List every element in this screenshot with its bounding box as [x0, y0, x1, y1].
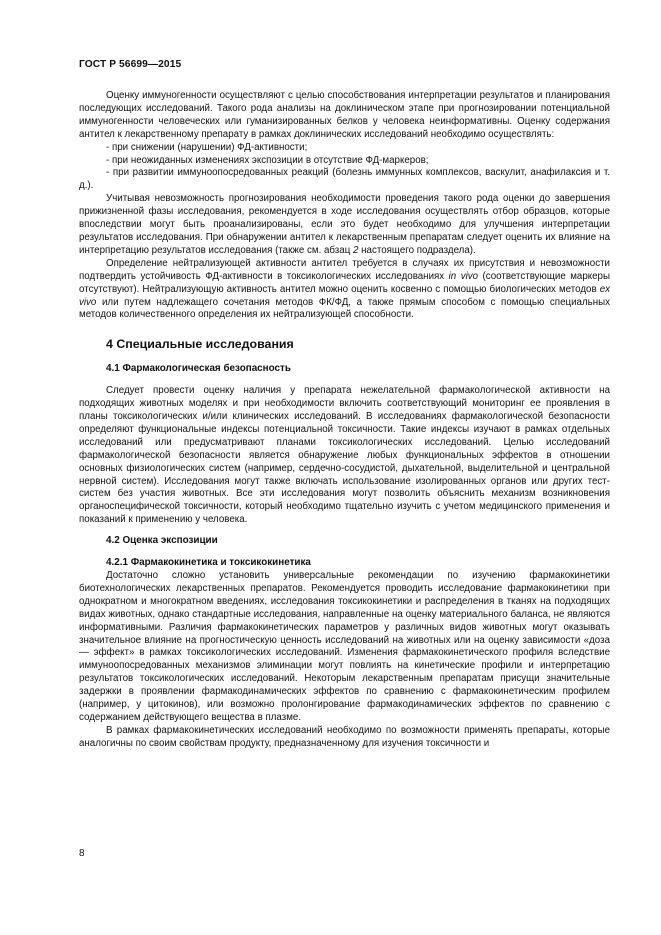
paragraph-pk: Достаточно сложно установить универсальные рекомендации по изучению фармакокинетики биотехнологических лекарственных препаратов. Рекомендуется проводить исследование фармакокинетики при однократном и многократном введениях, исследования токсикокинетики и распределения в тканях на подходящих видах животных, однако стандартные исследования, направленные на оценку материального баланса, не являются информативными. Различия фармакокинетических параметров у различных видов животных могут оказывать значительное влияние на прогностическую ценность исследований на животных или на оценку зависимости «доза — эффект» в рамках токсикологических исследований. Изменения фармакокинетического профиля вследствие иммуноопосредованных механизмов элиминации могут повлиять на кинетические профили и интерпретацию результатов токсикологических исследований. Некоторым лекарственным препаратам присущи значительные задержки в проявлении фармакодинамических эффектов по сравнению с фармакокинетическим профилем (например, у цитокинов), или возможно пролонгирование фармакодинамических эффектов по сравнению с содержанием действующего вещества в плазме.	[79, 570, 610, 723]
paragraph-neutralizing: Определение нейтрализующей активности антител требуется в случаях их присутствия и невозможности подтвердить устойчивость ФД-активности в токсикологических исследованиях in vivo (соответствующие маркеры отсутствуют). Нейтрализующую активность антител можно оценить косвенно с помощью биологических методов ex vivo или путем надлежащего сочетания методов ФК/ФД, а также прямым способом с помощью специальных методов количественного определения их нейтрализующей способности.	[79, 257, 610, 321]
section-title: 4 Специальные исследования	[106, 337, 294, 352]
page-number: 8	[79, 848, 85, 859]
subsection-title: 4.2 Оценка экспозиции	[106, 535, 218, 547]
paragraph-sampling: Учитывая невозможность прогнозирования необходимости проведения такого рода оценки до завершения прижизненной фазы исследования, рекомендуется в ходе исследования осуществлять отбор образцов, которые впоследствии могут быть проанализированы, если это будет необходимо для улучшения интерпретации результатов исследования. При обнаружении антител к лекарственным препаратам следует оценить их влияние на интерпретацию результатов исследования (также см. абзац 2 настоящего подраздела).	[79, 193, 610, 256]
subsubsection-title: 4.2.1 Фармакокинетика и токсикокинетика	[106, 557, 311, 569]
list-item: - при снижении (нарушении) ФД-активности;	[106, 141, 308, 153]
paragraph-pharm-safety: Следует провести оценку наличия у препарата нежелательной фармакологической активности на подходящих животных моделях и при необходимости включить соответствующий мониторинг ее проявления в планы токсикологических и/или клинических исследований. В исследованиях фармакологической безопасности определяют функциональные индексы потенциальной токсичности. Такие индексы изучают в рамках отдельных исследований или предусматривают планами токсикологических исследований. Целью исследований фармакологической безопасности является обнаружение любых функциональных эффектов в отношении основных физиологических систем (например, сердечно-сосудистой, дыхательной, выделительной и центральной нервной систем). Исследования могут также включать использование изолированных органов или других тест-систем без участия животных. Все эти исследования могут позволить объяснить механизм возникновения органоспецифической токсичности, который необходимо тщательно изучить с учетом медицинского применения и показаний к применению у человека.	[79, 385, 610, 526]
paragraph-immunogenicity: Оценку иммуногенности осуществляют с целью способствования интерпретации результатов и планирования последующих исследований. Такого рода анализы на доклиническом этапе при прогнозировании потенциальной иммуногенности человеческих или гуманизированных белков у человека неинформативны. Оценку содержания антител к лекарственному препарату в рамках доклинических исследований необходимо осуществлять:	[79, 90, 610, 140]
document-header: ГОСТ Р 56699—2015	[79, 59, 182, 70]
paragraph-pk-continued: В рамках фармакокинетических исследований необходимо по возможности применять препараты, которые аналогичны по своим свойствам продукту, предназначенному для изучения токсичности и	[79, 724, 610, 749]
subsection-title: 4.1 Фармакологическая безопасность	[106, 363, 291, 375]
page-body	[79, 90, 610, 751]
list-item: - при развитии иммуноопосредованных реакций (болезнь иммунных комплексов, васкулит, анафилаксия и т. д.).	[79, 167, 610, 192]
list-item: - при неожиданных изменениях экспозиции в отсутствие ФД-маркеров;	[106, 154, 429, 166]
